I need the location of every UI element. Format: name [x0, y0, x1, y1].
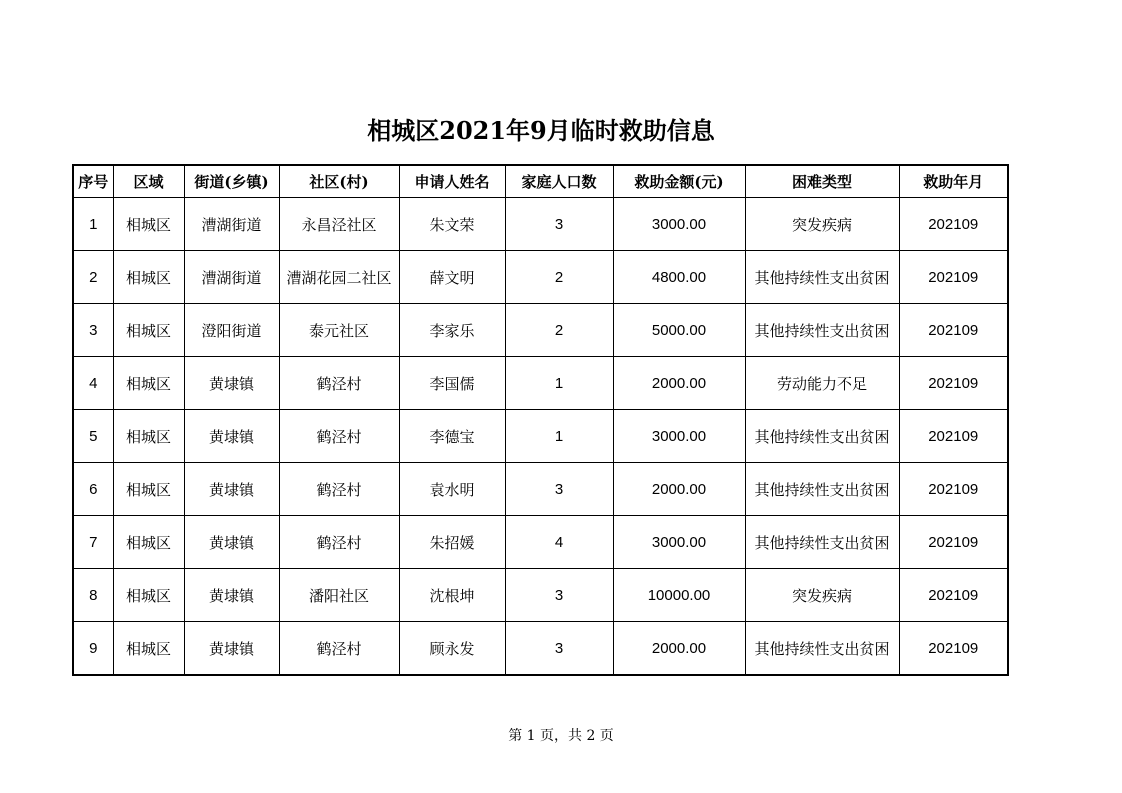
cell-household-size: 4 — [505, 516, 613, 569]
cell-applicant: 顾永发 — [399, 622, 505, 676]
cell-community: 鹤泾村 — [279, 516, 399, 569]
cell-street: 黄埭镇 — [184, 569, 279, 622]
table-row — [73, 569, 1008, 622]
cell-amount: 3000.00 — [613, 410, 745, 463]
cell-index: 6 — [73, 463, 113, 516]
table-row — [73, 622, 1008, 676]
table-row — [73, 357, 1008, 410]
cell-relief-month: 202109 — [899, 251, 1008, 304]
table-row — [73, 463, 1008, 516]
table-row — [73, 410, 1008, 463]
cell-hardship-type: 其他持续性支出贫困 — [745, 251, 899, 304]
cell-relief-month: 202109 — [899, 410, 1008, 463]
column-header-amount: 救助金额(元) — [613, 165, 745, 198]
cell-relief-month: 202109 — [899, 516, 1008, 569]
cell-district: 相城区 — [113, 251, 184, 304]
cell-street: 澄阳街道 — [184, 304, 279, 357]
cell-household-size: 3 — [505, 569, 613, 622]
relief-table — [72, 164, 1009, 676]
cell-relief-month: 202109 — [899, 304, 1008, 357]
cell-amount: 10000.00 — [613, 569, 745, 622]
cell-relief-month: 202109 — [899, 622, 1008, 676]
cell-community: 鹤泾村 — [279, 357, 399, 410]
cell-index: 8 — [73, 569, 113, 622]
cell-community: 永昌泾社区 — [279, 198, 399, 251]
cell-household-size: 1 — [505, 410, 613, 463]
cell-street: 黄埭镇 — [184, 410, 279, 463]
cell-hardship-type: 其他持续性支出贫困 — [745, 463, 899, 516]
table-header-row — [73, 165, 1008, 198]
cell-district: 相城区 — [113, 569, 184, 622]
cell-street: 漕湖街道 — [184, 198, 279, 251]
table-row — [73, 198, 1008, 251]
cell-index: 4 — [73, 357, 113, 410]
cell-community: 潘阳社区 — [279, 569, 399, 622]
cell-street: 漕湖街道 — [184, 251, 279, 304]
cell-community: 泰元社区 — [279, 304, 399, 357]
page-footer: 第 1 页，共 2 页 — [508, 728, 614, 744]
cell-hardship-type: 其他持续性支出贫困 — [745, 410, 899, 463]
cell-index: 2 — [73, 251, 113, 304]
table-row — [73, 516, 1008, 569]
cell-street: 黄埭镇 — [184, 463, 279, 516]
cell-relief-month: 202109 — [899, 198, 1008, 251]
cell-index: 7 — [73, 516, 113, 569]
cell-amount: 2000.00 — [613, 622, 745, 676]
cell-community: 鹤泾村 — [279, 463, 399, 516]
cell-applicant: 朱招媛 — [399, 516, 505, 569]
cell-district: 相城区 — [113, 198, 184, 251]
table-body — [73, 198, 1008, 676]
cell-amount: 2000.00 — [613, 357, 745, 410]
cell-relief-month: 202109 — [899, 357, 1008, 410]
cell-district: 相城区 — [113, 410, 184, 463]
cell-household-size: 2 — [505, 304, 613, 357]
cell-household-size: 3 — [505, 463, 613, 516]
cell-index: 1 — [73, 198, 113, 251]
cell-community: 鹤泾村 — [279, 622, 399, 676]
cell-applicant: 李国儒 — [399, 357, 505, 410]
cell-amount: 5000.00 — [613, 304, 745, 357]
cell-street: 黄埭镇 — [184, 357, 279, 410]
cell-district: 相城区 — [113, 357, 184, 410]
cell-community: 漕湖花园二社区 — [279, 251, 399, 304]
table-row — [73, 304, 1008, 357]
cell-index: 3 — [73, 304, 113, 357]
column-header-street: 街道(乡镇) — [184, 165, 279, 198]
cell-street: 黄埭镇 — [184, 516, 279, 569]
column-header-community: 社区(村) — [279, 165, 399, 198]
cell-district: 相城区 — [113, 516, 184, 569]
cell-index: 9 — [73, 622, 113, 676]
cell-district: 相城区 — [113, 463, 184, 516]
cell-amount: 4800.00 — [613, 251, 745, 304]
cell-index: 5 — [73, 410, 113, 463]
column-header-applicant: 申请人姓名 — [399, 165, 505, 198]
cell-amount: 3000.00 — [613, 516, 745, 569]
cell-household-size: 3 — [505, 198, 613, 251]
column-header-hardship-type: 困难类型 — [745, 165, 899, 198]
cell-amount: 3000.00 — [613, 198, 745, 251]
cell-household-size: 3 — [505, 622, 613, 676]
table-row — [73, 251, 1008, 304]
cell-hardship-type: 其他持续性支出贫困 — [745, 304, 899, 357]
cell-amount: 2000.00 — [613, 463, 745, 516]
column-header-relief-month: 救助年月 — [899, 165, 1008, 198]
cell-hardship-type: 突发疾病 — [745, 569, 899, 622]
cell-relief-month: 202109 — [899, 569, 1008, 622]
cell-applicant: 沈根坤 — [399, 569, 505, 622]
cell-district: 相城区 — [113, 622, 184, 676]
cell-hardship-type: 劳动能力不足 — [745, 357, 899, 410]
cell-community: 鹤泾村 — [279, 410, 399, 463]
cell-applicant: 李家乐 — [399, 304, 505, 357]
column-header-district: 区域 — [113, 165, 184, 198]
cell-household-size: 1 — [505, 357, 613, 410]
column-header-household-size: 家庭人口数 — [505, 165, 613, 198]
cell-district: 相城区 — [113, 304, 184, 357]
cell-applicant: 朱文荣 — [399, 198, 505, 251]
cell-applicant: 袁水明 — [399, 463, 505, 516]
cell-applicant: 薛文明 — [399, 251, 505, 304]
cell-relief-month: 202109 — [899, 463, 1008, 516]
page-title: 相城区2021年9月临时救助信息 — [367, 116, 715, 145]
cell-street: 黄埭镇 — [184, 622, 279, 676]
cell-applicant: 李德宝 — [399, 410, 505, 463]
cell-hardship-type: 突发疾病 — [745, 198, 899, 251]
cell-hardship-type: 其他持续性支出贫困 — [745, 516, 899, 569]
cell-hardship-type: 其他持续性支出贫困 — [745, 622, 899, 676]
cell-household-size: 2 — [505, 251, 613, 304]
column-header-index: 序号 — [73, 165, 113, 198]
